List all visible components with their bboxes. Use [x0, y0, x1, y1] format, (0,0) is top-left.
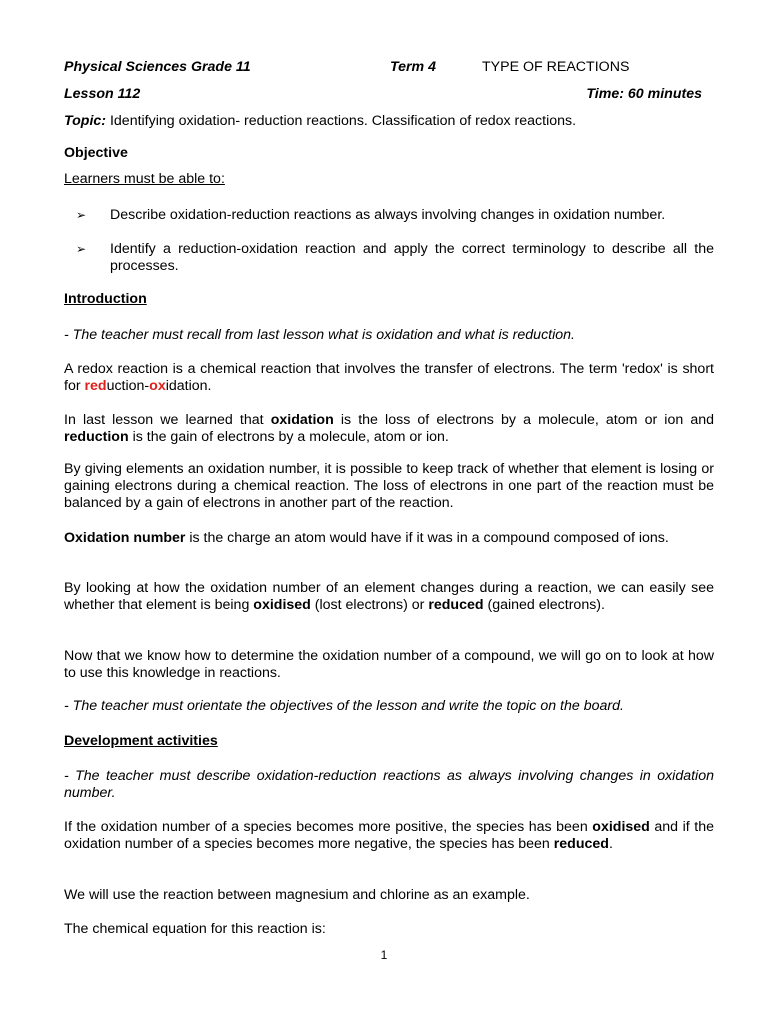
- type-label: TYPE OF REACTIONS: [482, 59, 630, 75]
- paragraph: If the oxidation number of a species becomes more positive, the species has been oxidised and if the oxidation number of a species becomes more negative, the species has been reduced.: [64, 819, 714, 853]
- teacher-note: - The teacher must orientate the objectives of the lesson and write the topic on the board.: [64, 698, 624, 714]
- paragraph: Now that we know how to determine the oxidation number of a compound, we will go on to look at how to use this knowledge in reactions.: [64, 648, 714, 682]
- topic-label: Topic:: [64, 113, 107, 129]
- time-label: Time: 60 minutes: [586, 86, 702, 102]
- paragraph: A redox reaction is a chemical reaction that involves the transfer of electrons. The term 'redox' is short for reduction-oxidation.: [64, 361, 714, 395]
- topic-line: [64, 113, 576, 129]
- lesson-label: Lesson 112: [64, 86, 141, 102]
- highlight-red: red: [84, 378, 107, 395]
- objective-intro: Learners must be able to:: [64, 171, 225, 187]
- subject-title: Physical Sciences Grade 11: [64, 59, 251, 75]
- objective-bullet-1: [76, 207, 714, 224]
- development-heading: Development activities: [64, 733, 218, 749]
- objective-bullet-2: [76, 241, 714, 275]
- paragraph: By giving elements an oxidation number, it is possible to keep track of whether that element is losing or gaining electrons during a chemical reaction. The loss of electrons in one part of the reaction must be balanced by a gain of electrons in another part of the reaction.: [64, 461, 714, 512]
- highlight-ox: ox: [149, 378, 166, 395]
- paragraph: Oxidation number is the charge an atom would have if it was in a compound composed of ions.: [64, 530, 669, 546]
- teacher-note: - The teacher must recall from last lesson what is oxidation and what is reduction.: [64, 327, 575, 343]
- arrow-bullet-icon: ➢: [76, 208, 87, 222]
- paragraph: We will use the reaction between magnesium and chlorine as an example.: [64, 887, 530, 903]
- teacher-note: - The teacher must describe oxidation-reduction reactions as always involving changes in oxidation number.: [64, 768, 714, 802]
- page-number: 1: [380, 948, 388, 962]
- paragraph: By looking at how the oxidation number of an element changes during a reaction, we can easily see whether that element is being oxidised (lost electrons) or reduced (gained electrons).: [64, 580, 714, 614]
- introduction-heading: Introduction: [64, 291, 147, 307]
- objective-heading: Objective: [64, 145, 128, 161]
- term-label: Term 4: [390, 59, 436, 75]
- bullet-text: Describe oxidation-reduction reactions as always involving changes in oxidation number.: [110, 207, 666, 223]
- paragraph: The chemical equation for this reaction is:: [64, 921, 326, 937]
- paragraph: In last lesson we learned that oxidation is the loss of electrons by a molecule, atom or ion and reduction is the gain of electrons by a molecule, atom or ion.: [64, 412, 714, 446]
- topic-text: Identifying oxidation- reduction reactions. Classification of redox reactions.: [106, 113, 577, 129]
- arrow-bullet-icon: ➢: [76, 242, 87, 256]
- bullet-text: Identify a reduction-oxidation reaction and apply the correct terminology to describe all the processes.: [110, 241, 714, 275]
